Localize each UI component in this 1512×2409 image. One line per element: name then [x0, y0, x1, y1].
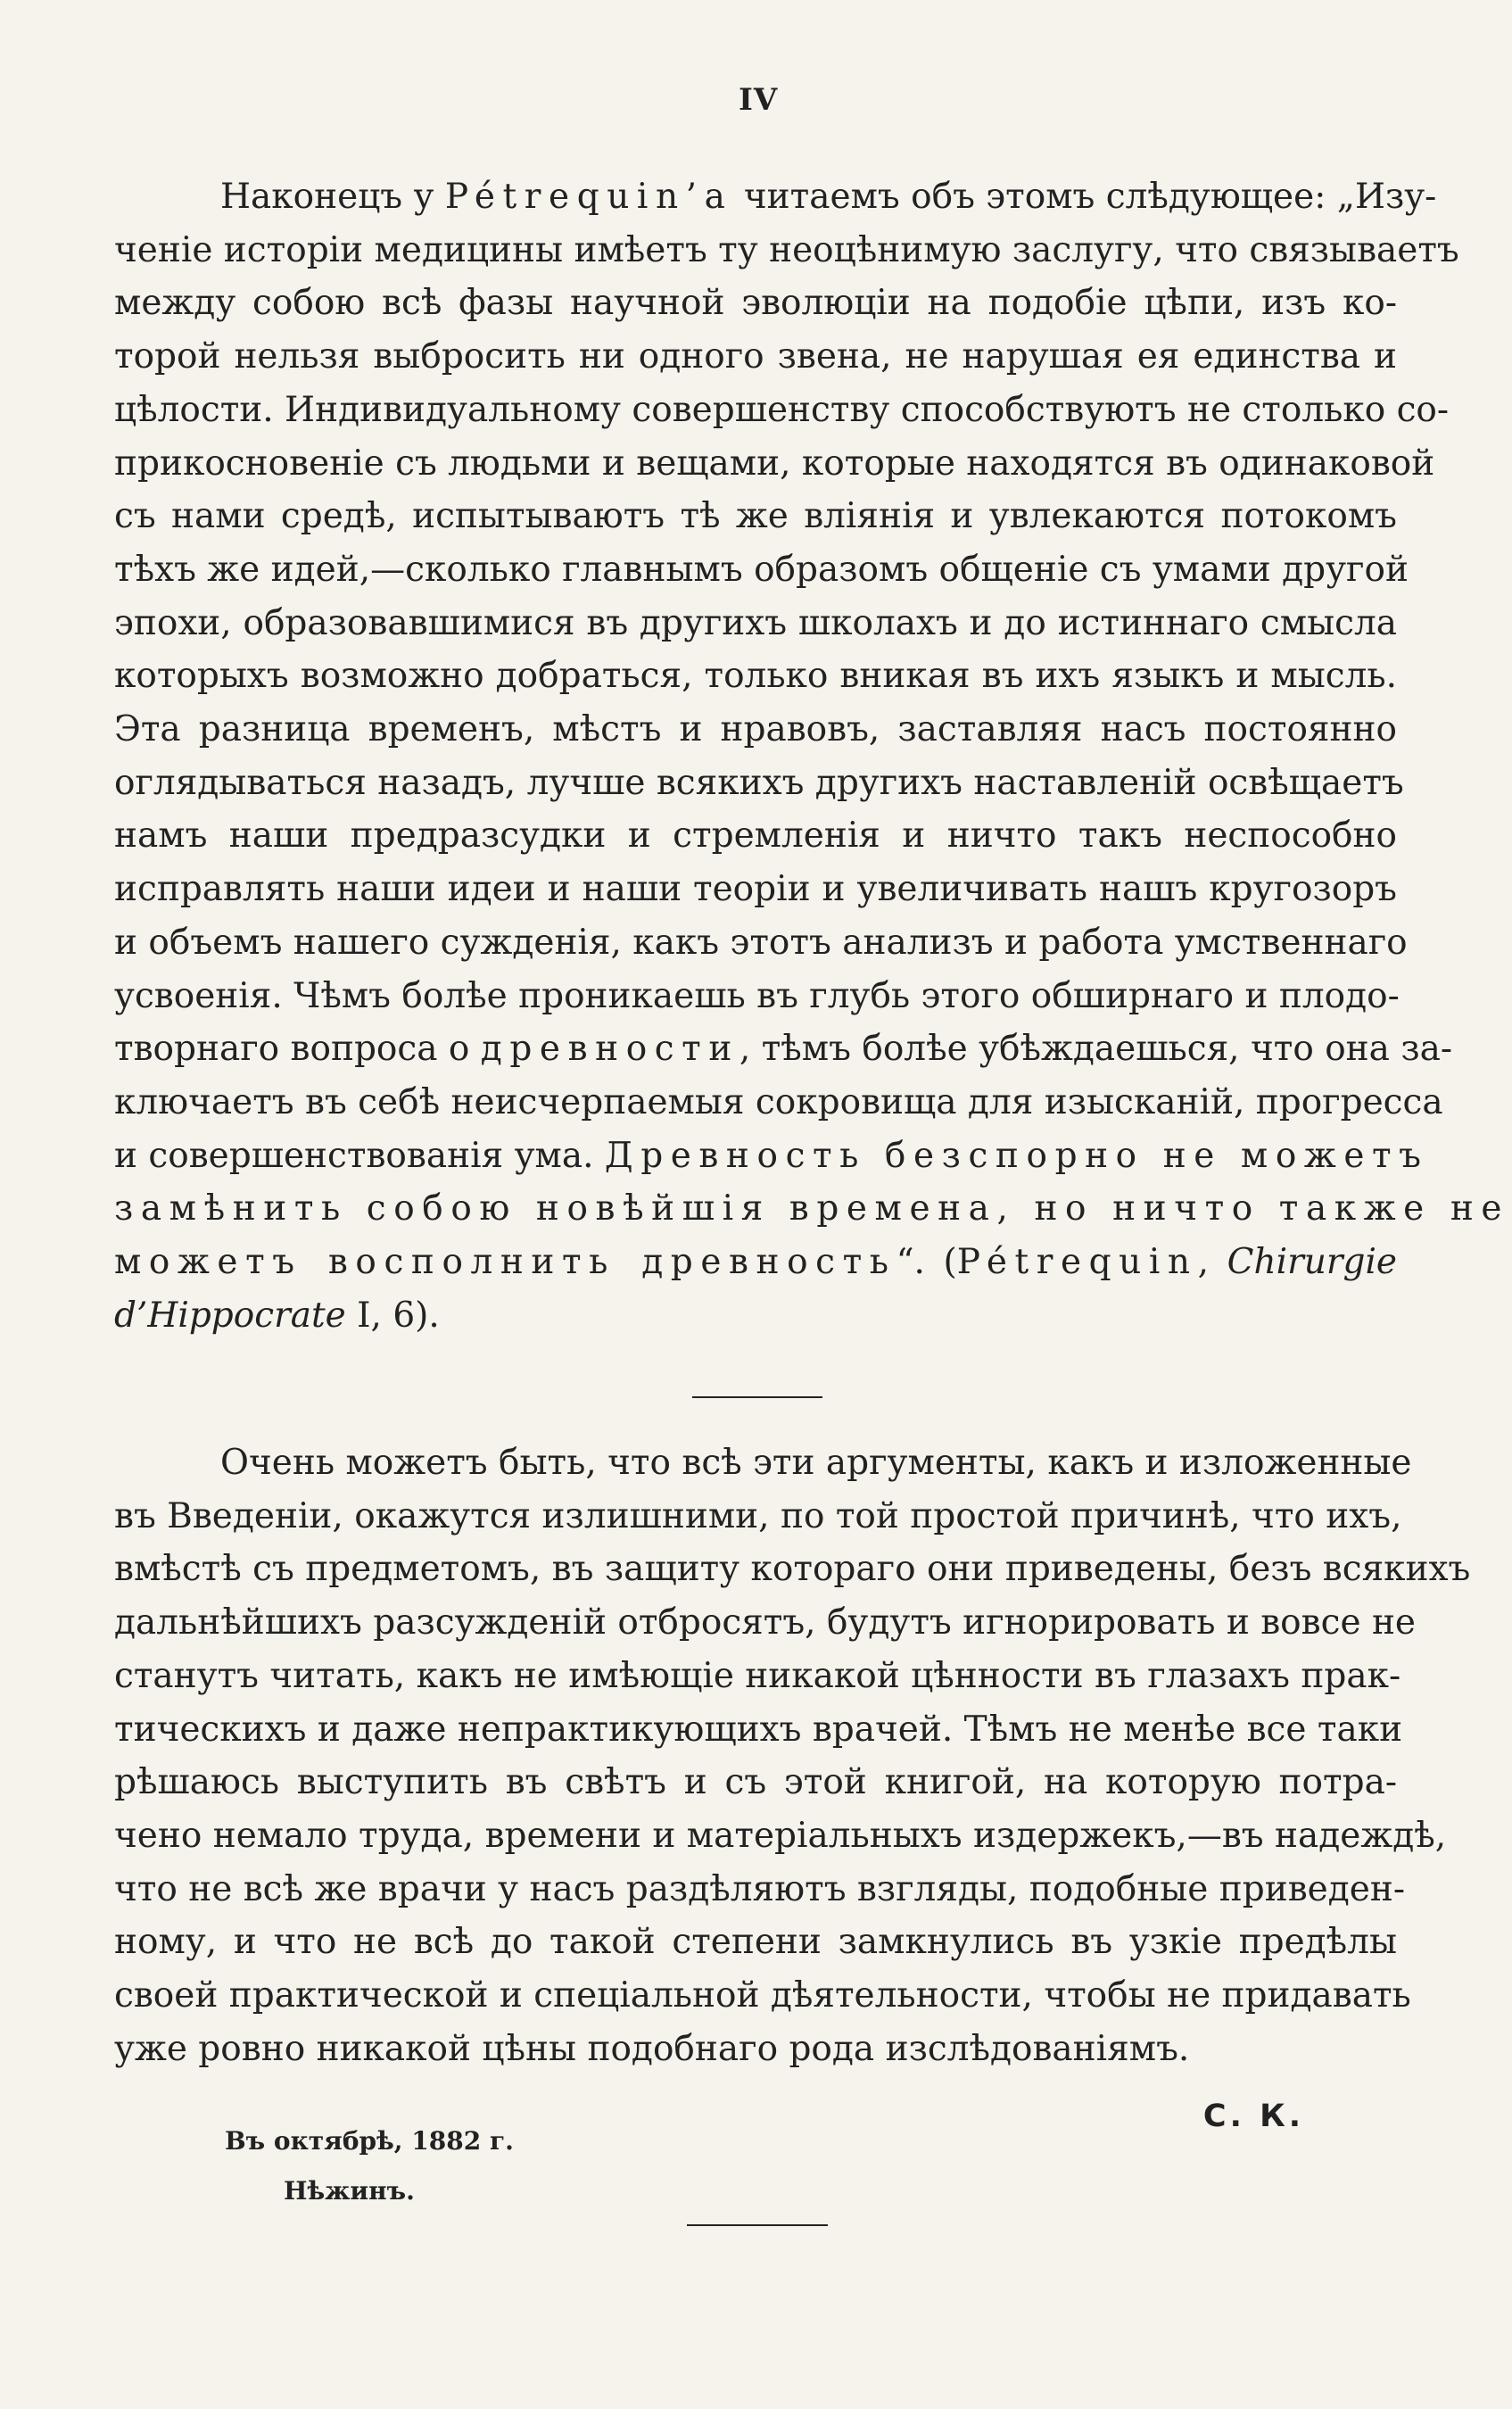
spaced-emphasis: можетъ восполнить древность	[114, 1242, 896, 1283]
spaced-emphasis: древности	[480, 1029, 739, 1070]
spaced-emphasis-line: замѣнить собою новѣйшія времена, но ничто также не	[114, 1188, 1510, 1229]
text-line: Наконецъ у Pétrequin’а читаемъ объ этомъ слѣдующее: „Изу-	[220, 177, 1437, 217]
text-line: которыхъ возможно добраться, только вникая въ ихъ языкъ и мысль.	[114, 656, 1397, 697]
text-line: въ Введеніи, окажутся излишними, по той простой причинѣ, что ихъ,	[114, 1495, 1402, 1536]
text-line: станутъ читать, какъ не имѣющіе никакой цѣнности въ глазахъ прак-	[114, 1655, 1401, 1696]
text-line: и совершенствованія ума. Древность безспорно не можетъ	[114, 1135, 1429, 1176]
paragraph-1	[114, 170, 1510, 1342]
text-line: ному, и что не всѣ до такой степени замкнулись въ узкіе предѣлы	[114, 1922, 1397, 1963]
text-line: что не всѣ же врачи у насъ раздѣляютъ взгляды, подобные приведен-	[114, 1868, 1405, 1909]
text-line: торой нельзя выбросить ни одного звена, не нарушая ея единства и	[114, 336, 1397, 377]
spaced-author-name: Pétrequin	[956, 1242, 1198, 1283]
place-line: Нѣжинъ.	[284, 2176, 415, 2206]
text-line: оглядываться назадъ, лучше всякихъ другихъ наставленій освѣщаетъ	[114, 762, 1404, 803]
paragraph-2	[114, 1436, 1471, 2075]
page-number: IV	[739, 82, 779, 118]
text-line: съ нами средѣ, испытываютъ тѣ же вліянія и увлекаются потокомъ	[114, 496, 1397, 537]
text-line: чено немало труда, времени и матеріальныхъ издержекъ,—въ надеждѣ,	[114, 1815, 1447, 1856]
date-place-block	[225, 2116, 514, 2216]
text-line: рѣшаюсь выступить въ свѣтъ и съ этой книгой, на которую потра-	[114, 1762, 1397, 1803]
text-line: тическихъ и даже непрактикующихъ врачей. Тѣмъ не менѣе все таки	[114, 1709, 1403, 1750]
text-line: ченіе исторіи медицины имѣетъ ту неоцѣнимую заслугу, что связываетъ	[114, 229, 1459, 270]
text-line: исправлять наши идеи и наши теоріи и увеличивать нашъ кругозоръ	[114, 869, 1397, 910]
text-line: Очень можетъ быть, что всѣ эти аргументы, какъ и изложенные	[220, 1443, 1412, 1483]
text-line: дальнѣйшихъ разсужденій отбросятъ, будутъ игнорировать и вовсе не	[114, 1602, 1417, 1643]
text-line: эпохи, образовавшимися въ другихъ школахъ и до истиннаго смысла	[114, 602, 1397, 643]
book-title-italic: Chirurgie	[1227, 1242, 1398, 1283]
text-line: можетъ восполнить древность“. (Pétrequin, Chirurgie	[114, 1242, 1398, 1283]
text-line: вмѣстѣ съ предметомъ, въ защиту котораго они приведены, безъ всякихъ	[114, 1549, 1471, 1590]
date-line: Въ октябрѣ, 1882 г.	[225, 2126, 514, 2156]
text-line: намъ наши предразсудки и стремленія и ничто такъ неспособно	[114, 815, 1397, 857]
text-line: своей практической и спеціальной дѣятельности, чтобы не придавать	[114, 1975, 1411, 2016]
spaced-emphasis: Древность безспорно не можетъ	[604, 1135, 1429, 1176]
text-line: ключаетъ въ себѣ неисчерпаемыя сокровища для изысканій, прогресса	[114, 1081, 1443, 1122]
text-line: творнаго вопроса о древности, тѣмъ болѣе убѣждаешься, что она за-	[114, 1029, 1453, 1070]
text-line: уже ровно никакой цѣны подобнаго рода изслѣдованіямъ.	[114, 2028, 1190, 2069]
text-line: d’Hippocrate I, 6).	[114, 1295, 440, 1336]
spaced-author-name: Pétrequin’а	[444, 177, 733, 217]
text-line: Эта разница временъ, мѣстъ и нравовъ, заставляя насъ постоянно	[114, 709, 1397, 750]
text-line: между собою всѣ фазы научной эволюціи на подобіе цѣпи, изъ ко-	[114, 283, 1397, 324]
section-divider	[692, 1396, 822, 1398]
text-line: прикосновеніе съ людьми и вещами, которые находятся въ одинаковой	[114, 443, 1435, 484]
text-line: усвоенія. Чѣмъ болѣе проникаешь въ глубь этого обширнаго и плодо-	[114, 975, 1400, 1016]
text-line: тѣхъ же идей,—сколько главнымъ образомъ общеніе съ умами другой	[114, 549, 1409, 590]
text-line: цѣлости. Индивидуальному совершенству способствуютъ не столько со-	[114, 389, 1450, 430]
author-signature: С. К.	[1202, 2099, 1304, 2134]
book-title-italic: d’Hippocrate	[114, 1295, 346, 1336]
text-line: и объемъ нашего сужденія, какъ этотъ анализъ и работа умственнаго	[114, 922, 1408, 963]
end-divider	[687, 2224, 828, 2226]
